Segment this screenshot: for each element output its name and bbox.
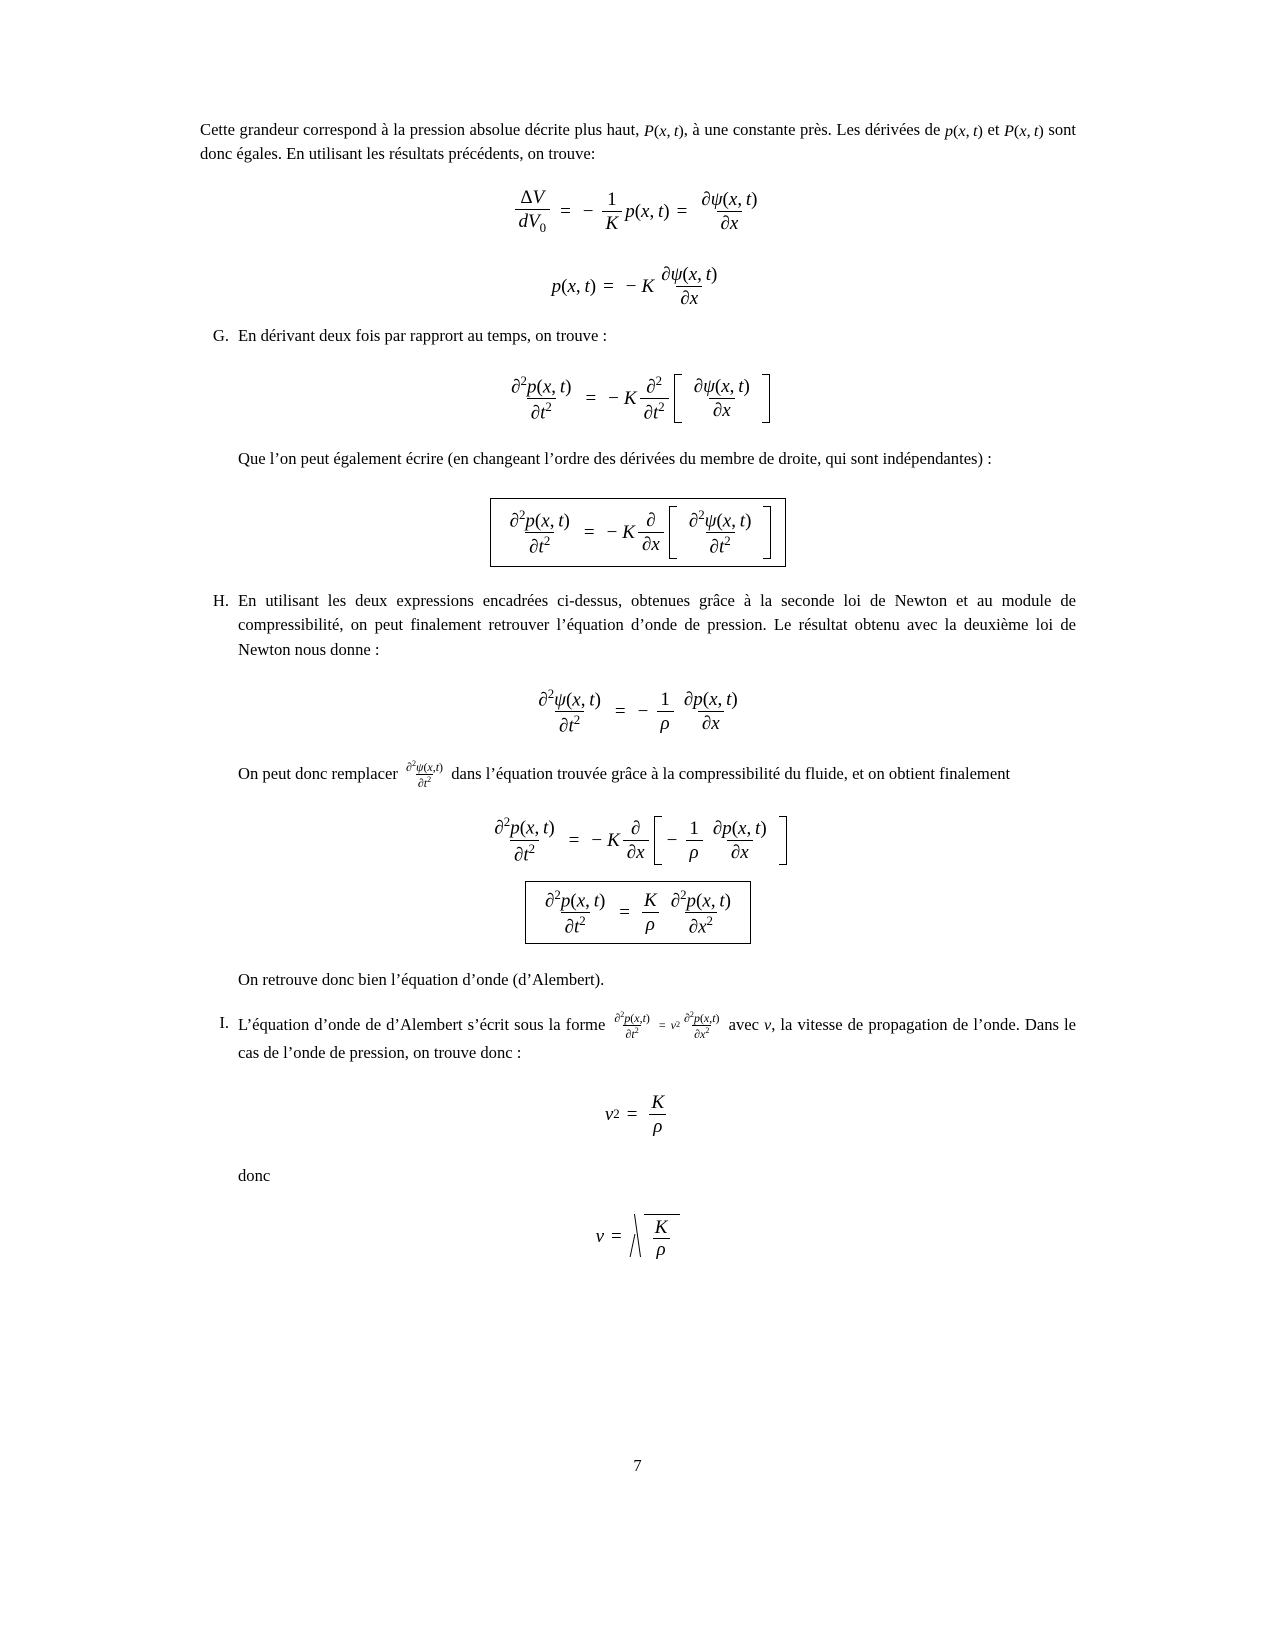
paragraph-on-peut-donc xyxy=(200,760,1076,790)
bracket-group-1 xyxy=(674,374,770,423)
page-content xyxy=(200,118,1076,1269)
frac-d2p-dt2-c: $\frac{\partial^2p(x, t)}{\partial t^2}$ xyxy=(494,814,555,865)
equation-wave-equation-boxed xyxy=(200,881,1076,945)
frac-d2psi-dt2-b: $\frac{\partial^2\psi(x, t)}{\partial t^2}$ xyxy=(538,685,601,737)
equation-speed-of-sound: v = $\frac{K}{\rho}$ xyxy=(200,1214,1076,1259)
item-I-text-2: avec xyxy=(728,1014,759,1034)
radical-sign xyxy=(631,1214,644,1259)
frac-dp-dx-2: $\frac{\partial p(x, t)}{\partial x}$ xyxy=(712,817,767,863)
intro-text-part-5: sont donc égales. En utilisant les résultats précédents, on trouve: xyxy=(200,120,1077,164)
frac-deltaV-dV0: $\frac{\Delta V}{dV_0}$ xyxy=(515,188,551,235)
inline-P-xt-2: P ( x , t ) xyxy=(1003,122,1044,141)
frac-K-over-rho-2: $\frac{K}{\rho}$ xyxy=(647,1093,668,1136)
paragraph-donc: donc xyxy=(238,1165,271,1185)
bracket-group-2 xyxy=(669,506,772,560)
list-marker-I: I. xyxy=(219,1012,229,1032)
list-text-I xyxy=(238,1011,1076,1065)
list-marker-G: G. xyxy=(212,326,229,346)
frac-dp-dx: $\frac{\partial p(x, t)}{\partial x}$ xyxy=(683,689,738,735)
equation-compressibility-relation: $\frac{\Delta V}{dV_0}$ = − $\frac{1}{K}$ p ( x , t ) = $\frac{\partial\psi(x, t)}{\partial x}$ xyxy=(200,188,1076,235)
inline-d2psi-dt2: $\frac{\partial^2\psi(x,t)}{\partial t^2}$ xyxy=(406,758,444,791)
frac-dpsi-dx-2: $\frac{\partial\psi(x, t)}{\partial x}$ xyxy=(661,264,718,310)
equation-swapped-order-boxed xyxy=(200,498,1076,568)
equation-second-time-derivative: $\frac{\partial^2p(x, t)}{\partial t^2}$ = − K $\frac{\partial^2}{\partial t^2}$ $\frac{\partial\psi(x, t)}{\partial x}$ xyxy=(200,374,1076,423)
frac-d2p-dx2: $\frac{\partial^2p(x, t)}{\partial x^2}$ xyxy=(670,886,731,938)
equation-pressure-from-displacement: p ( x , t ) = − K $\frac{\partial\psi(x, t)}{\partial x}$ xyxy=(200,265,1076,308)
equation-newton-second-law: $\frac{\partial^2\psi(x, t)}{\partial t^2}$ = − $\frac{1}{\rho}$ $\frac{\partial p(x, t)}{\partial x}$ xyxy=(200,688,1076,736)
list-text-G: En dérivant deux fois par rapprort au temps, on trouve : xyxy=(238,326,608,346)
frac-d-dx-operator-2: $\frac{\partial}{\partial x}$ xyxy=(623,819,649,862)
frac-K-over-rho: $\frac{K}{\rho}$ xyxy=(640,891,661,934)
inline-P-xt: P ( x , t ) xyxy=(643,122,684,141)
on-peut-donc-text-1: On peut donc remplacer xyxy=(238,763,398,783)
intro-text-part-2: , à une constante près. xyxy=(683,120,832,139)
list-item-I xyxy=(200,1011,1076,1065)
inline-dalembert-equation: $\frac{\partial^2p(x,t)}{\partial t^2}$ = v 2 $\frac{\partial^2p(x,t)}{\partial x^2}$ xyxy=(614,1009,720,1042)
list-item-H xyxy=(200,589,1076,662)
intro-text-part-3: Les dérivées de xyxy=(836,120,941,139)
intro-text-part-4: et xyxy=(987,120,1000,139)
frac-one-over-rho-2: $\frac{1}{\rho}$ xyxy=(685,819,703,862)
list-text-H: En utilisant les deux expressions encadrées ci-dessus, obtenues grâce à la seconde loi de Newton et au module de compressibilité, on peut finalement retrouver l’équation d’onde de pression. Le résultat obtenu avec la deuxième loi de Newton nous donne : xyxy=(238,591,1076,659)
equation-speed-squared: v 2 = $\frac{K}{\rho}$ xyxy=(200,1093,1076,1136)
frac-dpsi-dx-3: $\frac{\partial\psi(x, t)}{\partial x}$ xyxy=(693,376,750,422)
list-marker-H: H. xyxy=(212,591,229,611)
frac-d-dx-operator: $\frac{\partial}{\partial x}$ xyxy=(638,511,664,554)
boxed-frame-2: $\frac{\partial^2p(x, t)}{\partial t^2}$ = $\frac{K}{\rho}$ $\frac{\partial^2p(x, t)}{\partial x^2}$ xyxy=(525,881,751,945)
frac-one-over-rho: $\frac{1}{\rho}$ xyxy=(656,690,674,733)
page-number: 7 xyxy=(633,1456,642,1475)
frac-d2p-dt2-d: $\frac{\partial^2p(x, t)}{\partial t^2}$ xyxy=(545,886,606,938)
frac-dpsi-dx: $\frac{\partial\psi(x, t)}{\partial x}$ xyxy=(701,189,758,235)
frac-one-over-K: $\frac{1}{K}$ xyxy=(602,190,623,233)
on-peut-donc-text-2: dans l’équation trouvée grâce à la compressibilité du fluide, et on obtient finalement xyxy=(451,763,1011,783)
list-item-G xyxy=(200,324,1076,348)
boxed-frame-1: $\frac{\partial^2p(x, t)}{\partial t^2}$ = − K $\frac{\partial}{\partial x}$ $\frac{\partial^2\psi(x, t)}{\partial t^2}$ xyxy=(490,498,787,568)
item-I-text-1: L’équation d’onde de d’Alembert s’écrit sous la forme xyxy=(238,1014,606,1034)
bracket-group-3: − $\frac{1}{\rho}$ $\frac{\partial p(x, t)}{\partial x}$ xyxy=(654,816,787,865)
paragraph-on-retrouve: On retrouve donc bien l’équation d’onde (d’Alembert). xyxy=(238,970,605,990)
frac-d2-dt2-operator: $\frac{\partial^2}{\partial t^2}$ xyxy=(640,375,669,423)
item-I-text-3: , la vitesse de propagation de l’onde. Dans le cas de l’onde de pression, on trouve donc : xyxy=(238,1014,1077,1062)
inline-v-symbol: v xyxy=(764,1016,772,1035)
intro-paragraph xyxy=(200,118,1076,166)
sqrt-K-over-rho xyxy=(631,1214,681,1259)
frac-d2psi-dt2: $\frac{\partial^2\psi(x, t)}{\partial t^2}$ xyxy=(688,506,752,558)
equation-substituted: $\frac{\partial^2p(x, t)}{\partial t^2}$ = − K $\frac{\partial}{\partial x}$ − $\frac{1}{\rho}$ $\frac{\partial p(x, t)}{\partial x}$ xyxy=(200,816,1076,865)
frac-K-over-rho-3: $\frac{K}{\rho}$ xyxy=(651,1218,672,1259)
frac-d2p-dt2: $\frac{\partial^2p(x, t)}{\partial t^2}$ xyxy=(511,373,572,424)
inline-p-xt: p ( x , t ) xyxy=(944,122,983,141)
intro-text-part-1: Cette grandeur correspond à la pression absolue décrite plus haut, xyxy=(200,120,640,139)
frac-d2p-dt2-b: $\frac{\partial^2p(x, t)}{\partial t^2}$ xyxy=(509,506,570,558)
paragraph-que-on-peut: Que l’on peut également écrire (en changeant l’ordre des dérivées du membre de droite, qui sont indépendantes) : xyxy=(238,449,992,469)
